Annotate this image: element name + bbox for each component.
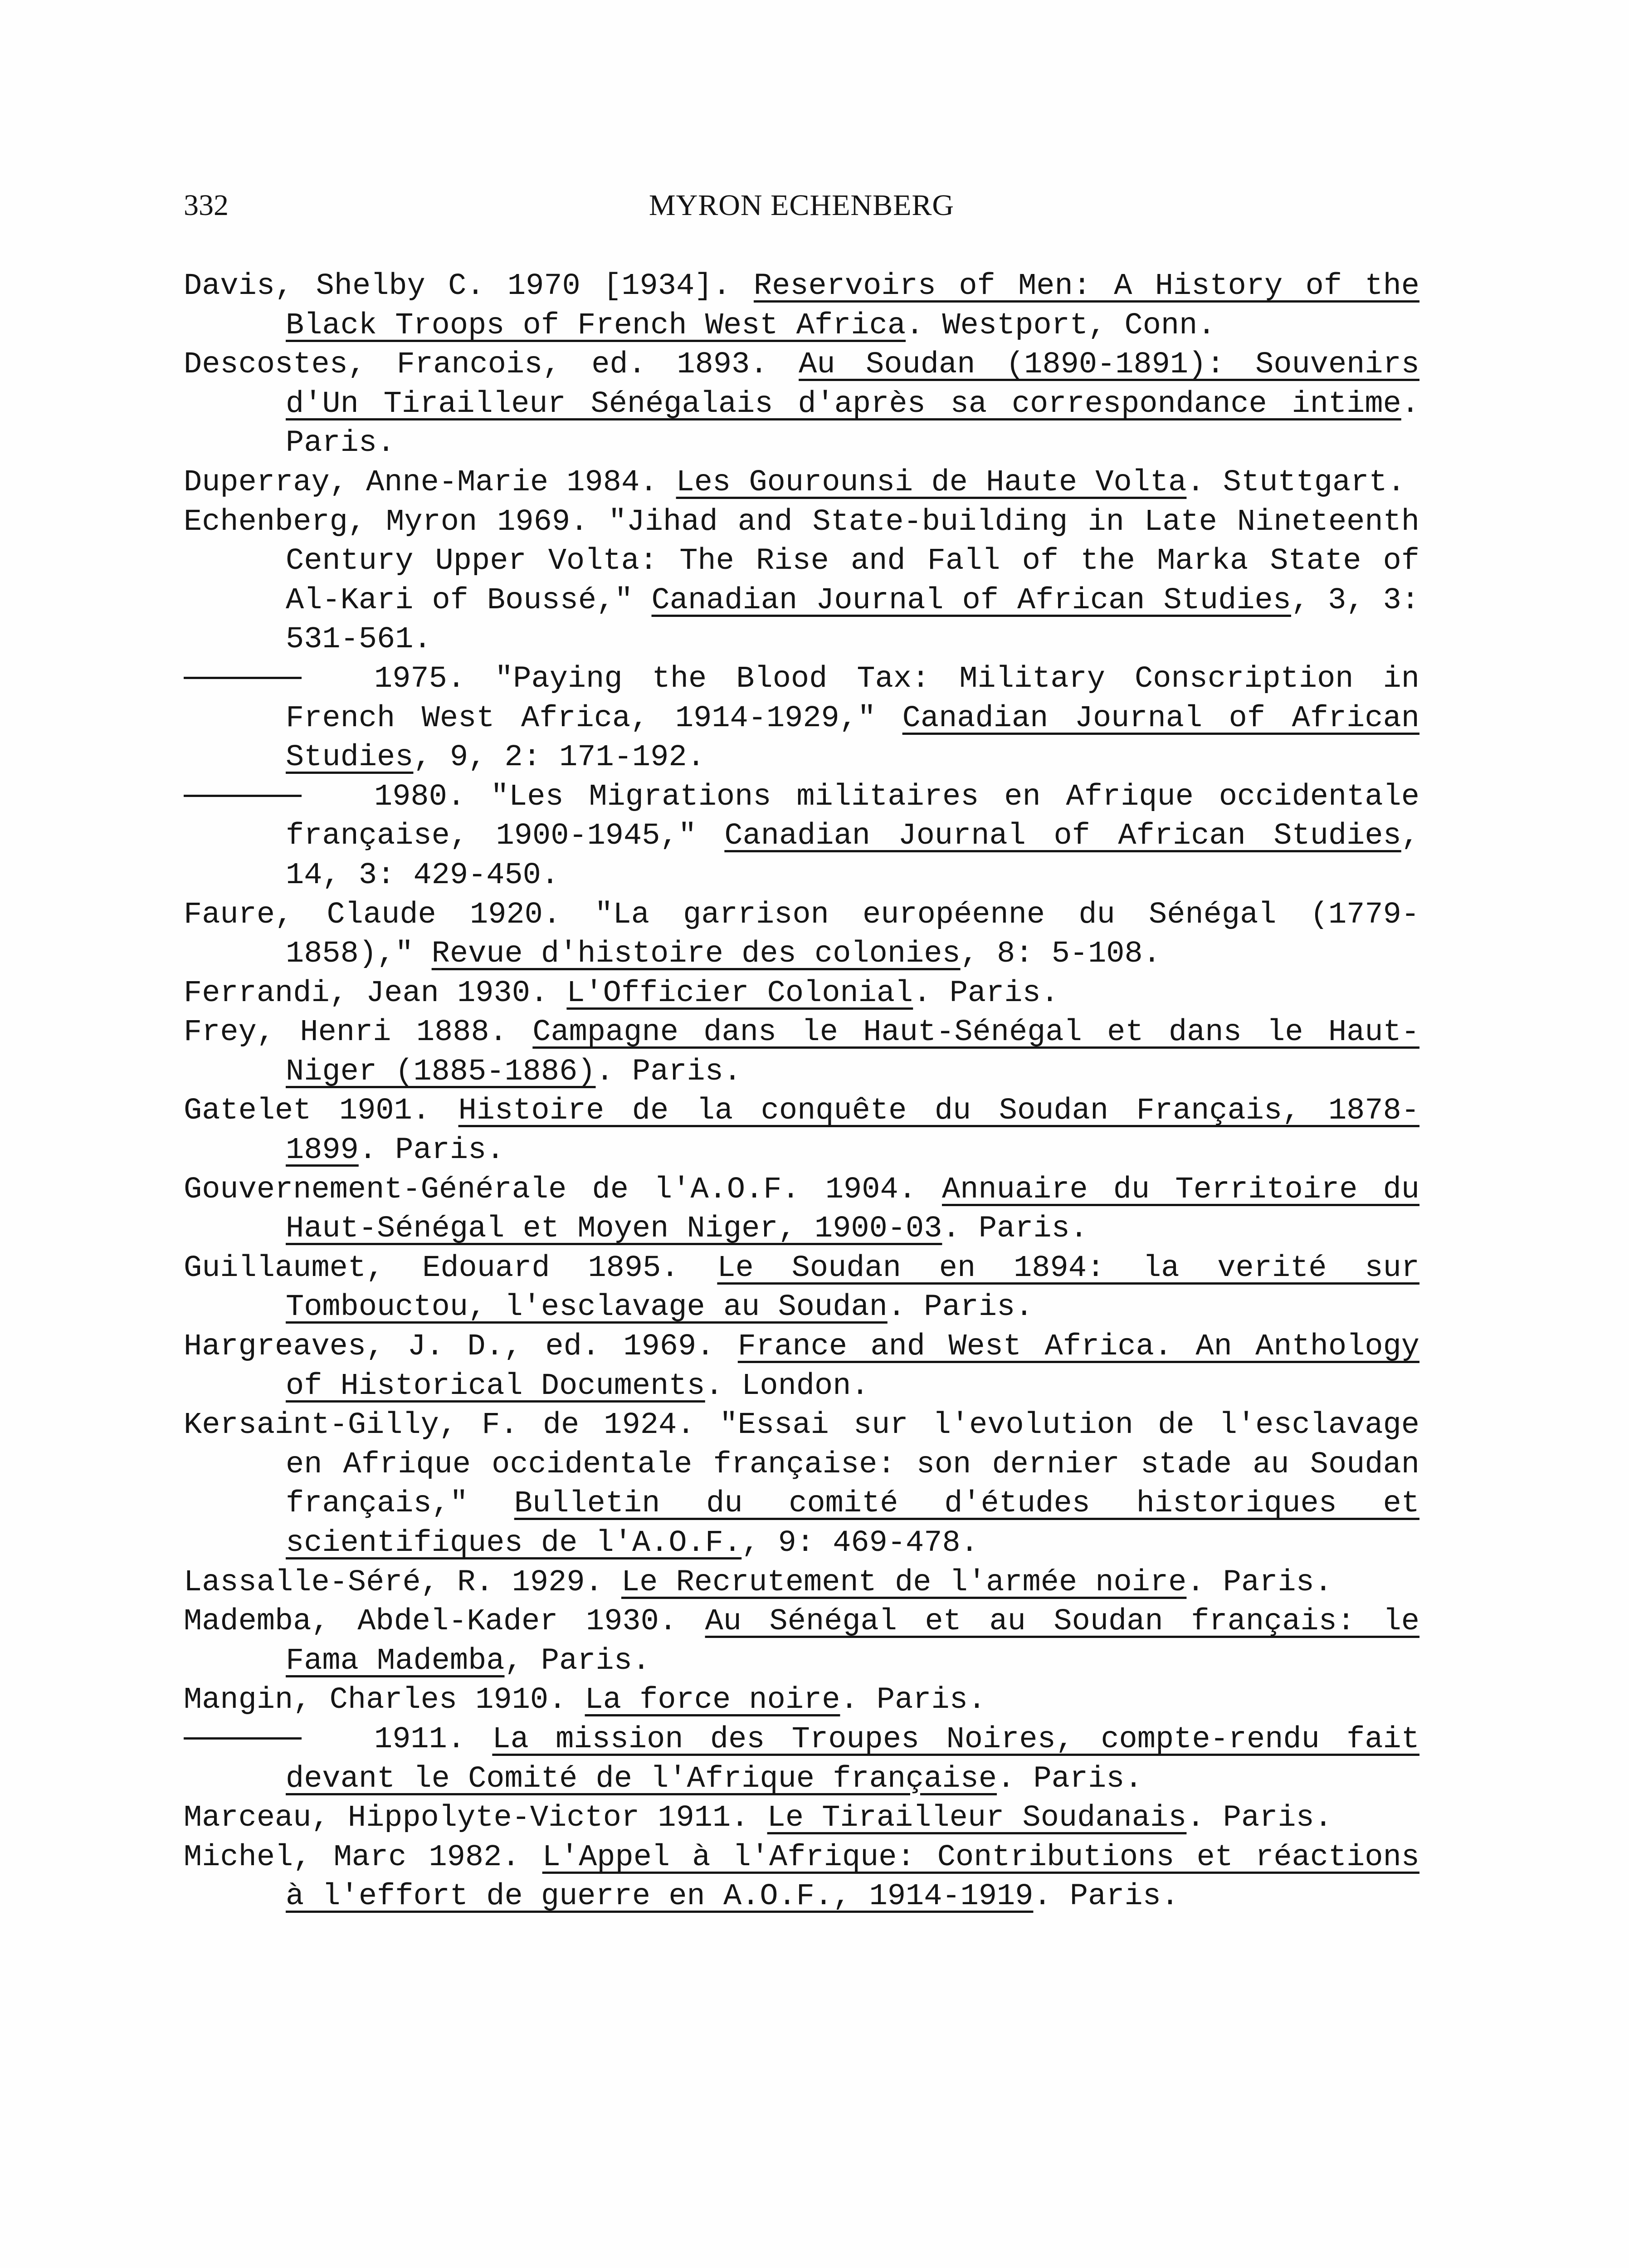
entry-title: La mission des Troupes Noires, compte-rendu fait devant le Comité de l'Afrique française (286, 1722, 1419, 1796)
entry-title: L'Officier Colonial (566, 976, 913, 1011)
entry-details: . Paris. (887, 1290, 1034, 1325)
entry-title: La force noire (585, 1683, 840, 1718)
bibliography-entry (184, 503, 1419, 660)
entry-author-date: 1975. "Paying the Blood Tax: Military Conscription in French West Africa, 1914-1929," (286, 661, 1419, 736)
entry-author-date: 1911. (374, 1722, 493, 1757)
entry-author-date: Davis, Shelby C. 1970 [1934]. (184, 269, 754, 303)
bibliography-entry (184, 1327, 1419, 1406)
entry-details: . Paris. (840, 1683, 986, 1718)
entry-details: . Paris. (1186, 1565, 1333, 1600)
entry-details: , 9, 2: 171-192. (413, 740, 705, 775)
entry-title: Le Recrutement de l'armée noire (621, 1565, 1187, 1600)
bibliography-entry (184, 1799, 1419, 1838)
entry-title: Au Soudan (1890-1891): Souvenirs d'Un Tirailleur Sénégalais d'après sa correspondance intime (286, 347, 1419, 421)
entry-details: . Paris. (913, 976, 1059, 1011)
entry-title: Au Sénégal et au Soudan français: le Fama Mademba (286, 1604, 1420, 1678)
entry-details: , 8: 5-108. (960, 937, 1161, 972)
entry-details: , 9: 469-478. (741, 1526, 979, 1560)
entry-details: , Paris. (504, 1643, 651, 1678)
entry-author-date: Michel, Marc 1982. (184, 1840, 542, 1875)
bibliography-list (184, 267, 1419, 1916)
entry-author-date: Kersaint-Gilly, F. de 1924. "Essai sur l'evolution de l'esclavage en Afrique occidentale française: son dernier stade au Soudan français," (184, 1408, 1419, 1521)
entry-author-date: Guillaumet, Edouard 1895. (184, 1251, 717, 1286)
bibliography-entry (184, 660, 1419, 777)
bibliography-entry (184, 1170, 1419, 1249)
bibliography-entry (184, 1720, 1419, 1799)
entry-author-date: Gatelet 1901. (184, 1094, 458, 1129)
bibliography-entry (184, 974, 1419, 1013)
entry-author-date: Gouvernement-Générale de l'A.O.F. 1904. (184, 1172, 942, 1207)
entry-author-date: Descostes, Francois, ed. 1893. (184, 347, 799, 382)
bibliography-entry (184, 1406, 1419, 1563)
page-header (184, 188, 1419, 229)
bibliography-entry (184, 267, 1419, 345)
bibliography-entry (184, 1563, 1419, 1603)
entry-details: . Paris. (997, 1761, 1143, 1796)
entry-title: Canadian Journal of African Studies (724, 819, 1401, 854)
entry-title: L'Appel à l'Afrique: Contributions et réactions à l'effort de guerre en A.O.F., 1914-1919 (286, 1840, 1419, 1914)
bibliography-entry (184, 895, 1419, 974)
page-number: 332 (184, 189, 229, 222)
entry-author-date: Mangin, Charles 1910. (184, 1683, 585, 1718)
entry-title: Histoire de la conquête du Soudan Français, 1878-1899 (286, 1094, 1419, 1168)
entry-title: Bulletin du comité d'études historiques et scientifiques de l'A.O.F. (286, 1486, 1419, 1560)
repeated-author-rule (184, 677, 302, 679)
entry-details: . Stuttgart. (1186, 465, 1405, 500)
entry-details: . Paris. (595, 1054, 742, 1089)
repeated-author-rule (184, 1737, 302, 1740)
bibliography-entry (184, 1602, 1419, 1681)
entry-title: Revue d'histoire des colonies (431, 937, 961, 972)
entry-details: . Westport, Conn. (906, 308, 1216, 343)
entry-details: , 3, 3: 531-561. (286, 583, 1419, 657)
bibliography-entry (184, 777, 1419, 895)
entry-details: . Paris. (1033, 1879, 1180, 1914)
entry-details: , 14, 3: 429-450. (286, 819, 1419, 893)
entry-author-date: Duperray, Anne-Marie 1984. (184, 465, 676, 500)
repeated-author-rule (184, 795, 302, 797)
entry-author-date: Echenberg, Myron 1969. "Jihad and State-building in Late Nineteenth Century Upper Volta: The Rise and Fall of the Marka State of Al-Kari of Boussé," (184, 504, 1419, 618)
entry-details: . Paris. (942, 1212, 1088, 1246)
bibliography-entry (184, 1838, 1419, 1916)
entry-details: . Paris. (286, 386, 1419, 461)
entry-title: Reservoirs of Men: A History of the Black Troops of French West Africa (286, 269, 1420, 343)
bibliography-entry (184, 1249, 1419, 1327)
entry-title: Canadian Journal of African Studies (651, 583, 1291, 618)
bibliography-entry (184, 1013, 1419, 1091)
entry-title: Annuaire du Territoire du Haut-Sénégal et Moyen Niger, 1900-03 (286, 1172, 1419, 1246)
entry-author-date: 1980. "Les Migrations militaires en Afrique occidentale française, 1900-1945," (286, 779, 1419, 854)
bibliography-entry (184, 463, 1419, 503)
entry-title: France and West Africa. An Anthology of Historical Documents (286, 1330, 1419, 1403)
entry-author-date: Hargreaves, J. D., ed. 1969. (184, 1330, 738, 1364)
bibliography-entry (184, 1681, 1419, 1720)
entry-details: . Paris. (1186, 1801, 1333, 1836)
entry-title: Campagne dans le Haut-Sénégal et dans le Haut-Niger (1885-1886) (286, 1015, 1419, 1089)
entry-details: . London. (705, 1369, 869, 1403)
entry-title: Le Tirailleur Soudanais (767, 1801, 1187, 1836)
bibliography-entry (184, 345, 1419, 463)
entry-author-date: Ferrandi, Jean 1930. (184, 976, 567, 1011)
entry-title: Le Soudan en 1894: la verité sur Tombouctou, l'esclavage au Soudan (286, 1251, 1420, 1325)
entry-author-date: Marceau, Hippolyte-Victor 1911. (184, 1801, 767, 1836)
entry-author-date: Lassalle-Séré, R. 1929. (184, 1565, 621, 1600)
entry-author-date: Frey, Henri 1888. (184, 1015, 533, 1050)
entry-title: Canadian Journal of African Studies (286, 701, 1420, 775)
entry-author-date: Mademba, Abdel-Kader 1930. (184, 1604, 705, 1639)
running-head: MYRON ECHENBERG (649, 189, 955, 222)
entry-author-date: Faure, Claude 1920. "La garrison européenne du Sénégal (1779-1858)," (184, 897, 1419, 972)
bibliography-entry (184, 1091, 1419, 1170)
entry-title: Les Gourounsi de Haute Volta (676, 465, 1187, 500)
entry-details: . Paris. (358, 1133, 505, 1168)
